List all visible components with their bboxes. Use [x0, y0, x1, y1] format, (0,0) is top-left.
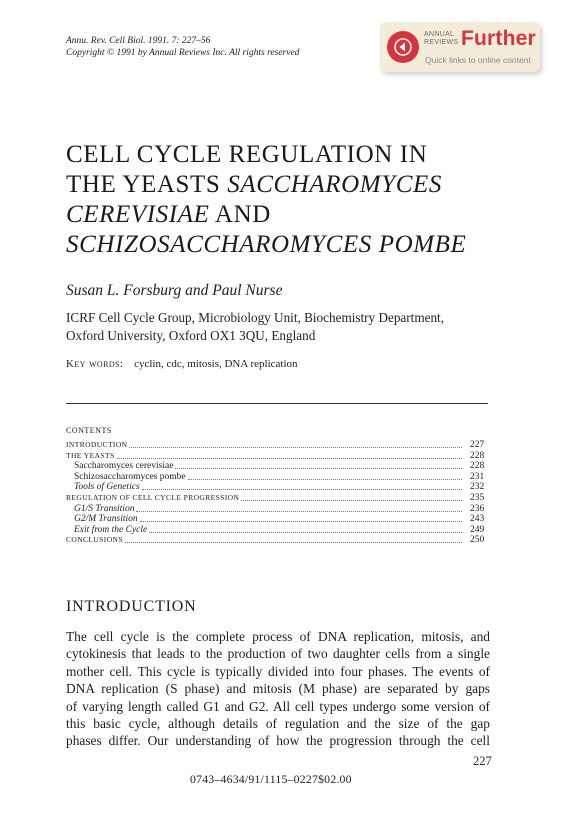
toc-leader-dots — [125, 542, 462, 543]
toc-leader-dots — [149, 532, 462, 533]
body-line: of varying length called G1 and G2. All cell types undergo some version of — [66, 698, 490, 714]
further-label: Further — [461, 27, 536, 50]
toc-item-label: THE YEASTS — [66, 450, 115, 460]
page-number: 227 — [473, 754, 492, 768]
toc-item[interactable] — [66, 535, 488, 546]
toc-leader-dots — [129, 447, 462, 448]
reviews-label: REVIEWS — [424, 39, 459, 46]
title-line-3 — [66, 200, 536, 230]
toc-item-page: 243 — [470, 514, 485, 525]
toc-item-label: REGULATION OF CELL CYCLE PROGRESSION — [66, 492, 240, 502]
body-line: The cell cycle is the complete process of DNA replication, mitosis, and — [66, 629, 490, 644]
affiliation — [66, 309, 506, 345]
introduction-body — [66, 628, 490, 750]
toc-item-label: Schizosaccharomyces pombe — [74, 471, 186, 482]
toc-item-label: G2/M Transition — [74, 514, 138, 525]
toc-item-page: 250 — [470, 535, 485, 546]
annual-reviews-logo-text — [424, 31, 458, 47]
play-arrow-icon — [387, 31, 419, 63]
title-line-3-italic: CEREVISIAE — [66, 201, 210, 228]
further-tagline: Quick links to online content — [425, 55, 531, 65]
toc-item[interactable] — [66, 451, 488, 462]
toc-item-label: CONCLUSIONS — [66, 535, 123, 545]
title-line-1: CELL CYCLE REGULATION IN — [66, 141, 428, 168]
introduction-heading: INTRODUCTION — [66, 598, 197, 615]
toc-item-page: 249 — [470, 524, 485, 535]
toc-leader-dots — [241, 500, 462, 501]
title-line-2 — [66, 170, 536, 200]
title-line-2-italic: SACCHAROMYCES — [227, 171, 442, 198]
toc-item[interactable] — [66, 504, 488, 515]
body-line: DNA replication (S phase) and mitosis (M phase) are separated by gaps — [66, 681, 490, 697]
contents-heading: CONTENTS — [66, 426, 112, 435]
toc-item-label: Tools of Genetics — [74, 482, 140, 493]
toc-leader-dots — [140, 521, 462, 522]
keywords-value: cyclin, cdc, mitosis, DNA replication — [134, 358, 298, 370]
toc-item-label: Saccharomyces cerevisiae — [74, 461, 174, 472]
article-title — [66, 140, 536, 260]
citation-line-2: Copyright © 1991 by Annual Reviews Inc. All rights reserved — [66, 48, 300, 58]
title-line-4: SCHIZOSACCHAROMYCES POMBE — [66, 231, 467, 258]
toc-item[interactable] — [66, 525, 488, 536]
affiliation-line-1: ICRF Cell Cycle Group, Microbiology Unit, Biochemistry Department, — [66, 310, 444, 325]
citation-line-1: Annu. Rev. Cell Biol. 1991. 7: 227–56 — [66, 36, 211, 46]
toc-item[interactable] — [66, 461, 488, 472]
keywords — [66, 358, 298, 370]
toc-leader-dots — [188, 479, 462, 480]
affiliation-line-2: Oxford University, Oxford OX1 3QU, England — [66, 328, 316, 343]
toc-item-page: 228 — [470, 461, 485, 472]
toc-item-page: 235 — [470, 492, 485, 503]
keywords-label: Key words: — [66, 358, 124, 370]
toc-item[interactable] — [66, 472, 488, 483]
toc-item-page: 236 — [470, 503, 485, 514]
toc-item-page: 232 — [470, 482, 485, 493]
authors: Susan L. Forsburg and Paul Nurse — [66, 282, 283, 299]
body-line: mother cell. This cycle is typically divided into four phases. The events of — [66, 663, 490, 679]
toc-leader-dots — [142, 489, 462, 490]
title-line-2-plain: THE YEASTS — [66, 171, 228, 198]
toc-item[interactable] — [66, 493, 488, 504]
title-line-3-plain: AND — [209, 201, 271, 228]
toc-item[interactable] — [66, 482, 488, 493]
further-badge-link[interactable] — [380, 22, 540, 72]
toc-leader-dots — [136, 511, 462, 512]
toc-item-label: G1/S Transition — [74, 503, 135, 514]
toc-item-page: 228 — [470, 450, 485, 461]
toc-item-page: 231 — [470, 471, 485, 482]
toc-leader-dots — [117, 458, 462, 459]
table-of-contents — [66, 440, 488, 546]
body-line: phases differ. Our understanding of how the progression through the cell — [66, 733, 490, 749]
section-divider — [66, 403, 488, 404]
toc-item[interactable] — [66, 440, 488, 451]
body-line: cytokinesis that leads to the production of two daughter cells from a single — [66, 646, 490, 662]
body-line: this basic cycle, although details of regulation and the size of the gap — [66, 716, 490, 732]
toc-leader-dots — [175, 468, 462, 469]
annual-label: ANNUAL — [424, 31, 455, 38]
toc-item-label: Exit from the Cycle — [74, 524, 148, 535]
toc-item-page: 227 — [470, 440, 485, 450]
article-code: 0743–4634/91/1115–0227$02.00 — [190, 772, 352, 786]
journal-citation — [66, 35, 299, 59]
toc-item-label: INTRODUCTION — [66, 440, 128, 449]
toc-item[interactable] — [66, 514, 488, 525]
